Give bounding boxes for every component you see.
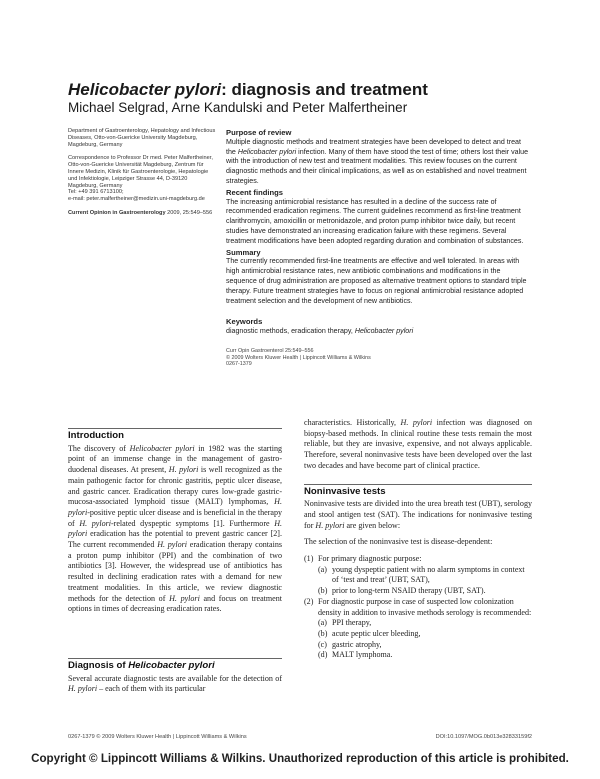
footer-doi[interactable]: DOI:10.1097/MOG.0b013e32833159f2: [435, 734, 532, 740]
footer-copyright: 0267-1379 © 2009 Wolters Kluwer Health | Lippincott Williams & Wilkins: [68, 734, 247, 740]
keywords-text: diagnostic methods, eradication therapy, Helicobacter pylori: [226, 327, 414, 336]
purpose-heading: Purpose of review: [226, 128, 292, 137]
list-item: (b) prior to long-term NSAID therapy (UBT, SAT).: [318, 586, 486, 596]
citation-block: [226, 348, 532, 368]
introduction-paragraph: The discovery of Helicobacter pylori in 1982 was the starting point of an immense change in the management of gastro-duodenal diseases. At present, H. pylori is well recognized as the main pathogenic factor for chronic gastritis, peptic ulcer disease, and gastric cancer. Eradication therapy cures low-grade gastric-mucosa-associated lymphoid tissue (MALT) lymphomas, H. pylori-positive peptic ulcer disease and is beneficial in the therapy of H. pylori-related dyspeptic symptoms [1]. Furthermore H. pylori eradication has the potential to prevent gastric cancer [2]. The current recommended H. pylori eradication therapy contains a proton pump inhibitor (PPI) and the combination of two antibiotics [3]. However, the widespread use of antibiotics has resulted in declining eradication rates with a demand for new treatment modalities. In this article, we review diagnostic methods for the detection of H. pylori and focus on treatment options in times of decreasing eradication rates.: [68, 443, 283, 614]
continued-paragraph: characteristics. Historically, H. pylori infection was diagnosed on biopsy-based methods. In clinical routine these tests remain the most reliable, but they are invasive, expensive, and not always applicable. Therefore, several noninvasive tests have been developed over the last two decades and have become part of clinical practice.: [304, 418, 532, 470]
telephone: Tel: +49 391 6713100;: [68, 189, 124, 196]
list-item: (c) gastric atrophy,: [318, 639, 382, 649]
list-item: (a) PPI therapy,: [318, 618, 372, 628]
findings-text: The increasing antimicrobial resistance has resulted in a decline of the success rate of recommended eradication regimens. The current guidelines recommend as first-line treatment clarithromycin, amoxicillin or metronidazole, and proton pump inhibitor twice daily, but recent studies have demonstrated an increasing eradication failure with these regimens. Several treatment modifications have been adopted regarding duration and combination of substances.: [226, 197, 524, 245]
noninvasive-heading: Noninvasive tests: [304, 484, 532, 498]
title-rest: : diagnosis and treatment: [221, 80, 428, 99]
journal-citation: [68, 210, 218, 217]
list-item: (d) MALT lymphoma.: [318, 650, 393, 660]
copyright-notice: Copyright © Lippincott Williams & Wilkins. Unauthorized reproduction of this article is prohibited.: [31, 752, 569, 765]
list-item: (1) For primary diagnostic purpose: (a) young dyspeptic patient with no alarm symptoms in context of ‘test and treat’ (UBT, SAT), (b) prior to long-term NSAID therapy (UBT, SAT).: [304, 554, 532, 597]
summary-heading: Summary: [226, 247, 261, 257]
list-item: (a) young dyspeptic patient with no alarm symptoms in context of ‘test and treat’ (UBT, SAT),: [318, 564, 525, 585]
diagnosis-paragraph: Several accurate diagnostic tests are available for the detection of H. pylori – each of them with its particular: [68, 673, 282, 694]
article-title: [68, 80, 428, 100]
selection-paragraph: The selection of the noninvasive test is disease-dependent:: [304, 537, 493, 547]
findings-heading: Recent findings: [226, 187, 283, 197]
keywords-heading: Keywords: [226, 317, 263, 327]
email-link[interactable]: e-mail: peter.malfertheiner@medizin.uni-magdeburg.de: [68, 196, 205, 203]
abstract: [226, 128, 532, 368]
list-item: (b) acute peptic ulcer bleeding,: [318, 628, 421, 638]
right-column: [304, 418, 532, 661]
list-item: (2) For diagnostic purpose in case of suspected low colonization density in addition to invasive methods serology is recommended: (a) PPI therapy, (b) acute peptic ulcer bleeding, (c) gastric atrophy, (d) MALT lymphoma.: [304, 596, 532, 660]
correspondence: [68, 155, 218, 203]
introduction-section: [68, 428, 282, 615]
diagnosis-section: [68, 658, 282, 695]
department: Department of Gastroenterology, Hepatology and Infectious Diseases, Otto-von-Guericke University Magdeburg, Magdeburg, Germany: [68, 128, 216, 148]
issn-line: 0267-1379: [226, 361, 252, 368]
author-list: Michael Selgrad, Arne Kandulski and Peter Malfertheiner: [68, 100, 408, 115]
introduction-heading: Introduction: [68, 428, 282, 442]
summary-text: The currently recommended first-line treatments are effective and well tolerated. In areas with high antimicrobial resistance rates, new antibiotic combinations and modifications in the sequence of drug administration are proposed as alternative treatment options to standard triple therapy. Future treatment strategies have to focus on regional antimicrobial resistance adopted treatment selection and the development of new antibiotics.: [226, 257, 527, 305]
noninvasive-paragraph: Noninvasive tests are divided into the urea breath test (UBT), serology and stool antigen test (SAT). The indications for noninvasive testing for H. pylori are given below:: [304, 499, 532, 530]
journal-name: Current Opinion in Gastroenterology: [68, 209, 166, 216]
correspondence-address: Correspondence to Professor Dr med. Peter Malfertheiner, Otto-von-Guericke Universität Magdeburg, Zentrum für Innere Medizin, Klinik für Gastroenterologie, Hepatologie und Infektiologie, Leipziger Strasse 44, D-39120 Magdeburg, Germany: [68, 155, 213, 189]
copyright-line: © 2009 Wolters Kluwer Health | Lippincott Williams & Wilkins: [226, 354, 371, 361]
citation-line: Curr Opin Gastroenterol 25:549–556: [226, 347, 314, 354]
indication-list: [304, 554, 532, 661]
title-italic: Helicobacter pylori: [68, 80, 222, 99]
citation-volume: 2009, 25:549–556: [165, 209, 213, 216]
purpose-text: Multiple diagnostic methods and treatment strategies have been developed to detect and treat the Helicobacter pylori infection. Many of them have stood the test of time; others lost their value with the introduction of new test and treatment modalities. This review focuses on the current diagnostic methods and their clinical implications, as well as on established and novel treatment strategies.: [226, 137, 529, 185]
diagnosis-heading: Diagnosis of Helicobacter pylori: [68, 658, 282, 672]
affiliation-column: [68, 128, 218, 224]
